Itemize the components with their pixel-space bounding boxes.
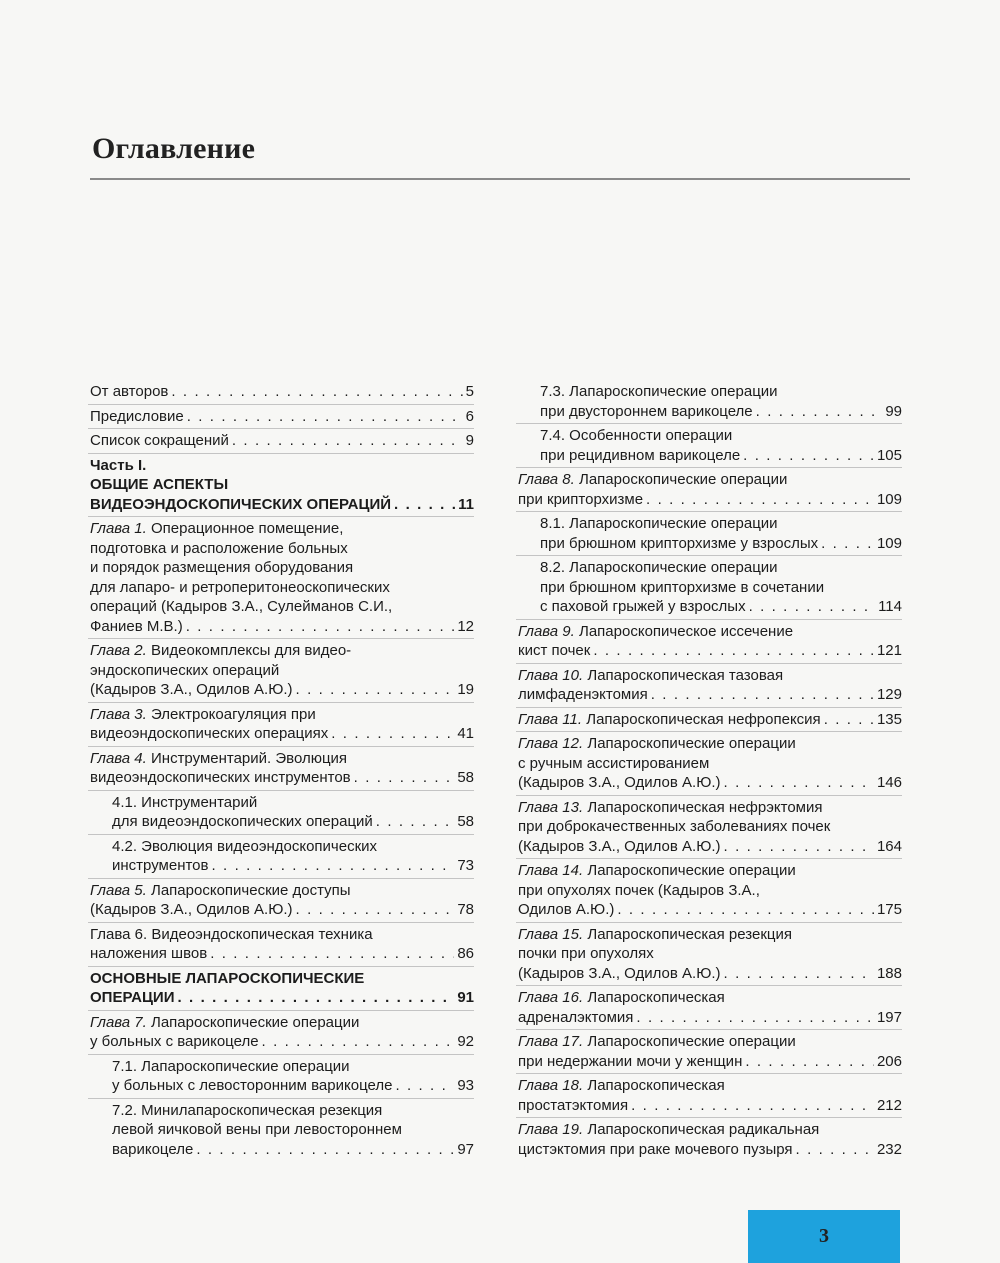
entry-text-line: Лапароскопические операции [587, 862, 796, 879]
dot-leader [331, 724, 454, 744]
dot-leader [745, 1052, 874, 1072]
page-ref: 109 [876, 490, 902, 508]
toc-entry-chapter-5[interactable] [88, 878, 474, 922]
chapter-label: Глава 19. [518, 1121, 584, 1138]
page-ref: 99 [885, 402, 902, 420]
entry-text-line: Лапароскопические операции [579, 471, 788, 488]
entry-text-line: ОПЕРАЦИИ [90, 989, 175, 1006]
entry-text-line: при опухолях почек (Кадыров З.А., [518, 881, 760, 899]
entry-text-line: при недержании мочи у женщин [518, 1052, 743, 1070]
entry-text-line: Лапароскопические операции [151, 1013, 360, 1031]
chapter-label: Глава 13. [518, 798, 584, 816]
entry-text-line: эндоскопических операций [90, 661, 280, 679]
chapter-label: Глава 1. [90, 520, 147, 537]
page-ref: 78 [457, 901, 474, 918]
dot-leader [646, 490, 874, 510]
toc-entry-section-7-2[interactable] [88, 1098, 474, 1162]
entry-text-line: почки при опухолях [518, 945, 654, 962]
toc-entry-chapter-14[interactable] [516, 858, 902, 922]
entry-text-line: видеоэндоскопических инструментов [90, 769, 351, 786]
toc-entry-chapter-17[interactable] [516, 1029, 902, 1073]
entry-text-line: инструментов [112, 857, 209, 874]
entry-text-line: ВИДЕОЭНДОСКОПИЧЕСКИХ ОПЕРАЦИЙ [90, 495, 392, 513]
dot-leader [821, 534, 874, 554]
dot-leader [724, 837, 874, 857]
page-ref: 73 [457, 857, 474, 874]
page-ref: 92 [457, 1033, 474, 1050]
entry-text-line: для лапаро- и ретроперитонеоскопических [90, 578, 390, 596]
toc-entry-chapter-8[interactable] [516, 467, 902, 511]
entry-text-line: для видеоэндоскопических операций [112, 813, 373, 830]
page-ref: 58 [457, 769, 474, 786]
entry-text-line: ОСНОВНЫЕ ЛАПАРОСКОПИЧЕСКИЕ [90, 969, 365, 987]
chapter-label: Глава 10. [518, 666, 584, 684]
entry-text-line: Видеокомплексы для видео- [151, 642, 352, 659]
entry-text-line: 7.4. Особенности операции [540, 427, 733, 444]
dot-leader [296, 680, 455, 700]
chapter-label: Глава 7. [90, 1013, 147, 1031]
page-ref: 105 [876, 446, 902, 464]
entry-text-line: ОБЩИЕ АСПЕКТЫ [90, 476, 229, 493]
title-divider [90, 178, 910, 180]
entry-text-line: Лапароскопическая тазовая [587, 666, 784, 684]
page-ref: 109 [876, 534, 902, 552]
page-ref: 197 [876, 1008, 902, 1026]
entry-text-line: у больных с варикоцеле [90, 1033, 259, 1050]
toc-column-right [516, 380, 902, 1161]
page-ref: 212 [876, 1096, 902, 1114]
chapter-label: Глава 11. [518, 710, 583, 728]
toc-entry-chapter-15[interactable] [516, 922, 902, 986]
dot-leader [210, 944, 454, 964]
page-ref: 206 [876, 1052, 902, 1070]
toc-entry-from-authors[interactable] [88, 380, 474, 404]
entry-text-line: 4.1. Инструментарий [112, 793, 258, 811]
page-ref: 232 [876, 1140, 902, 1158]
page-ref: 146 [876, 774, 902, 791]
dot-leader [651, 685, 874, 705]
toc-entry-chapter-7[interactable] [88, 1010, 474, 1054]
dot-leader [631, 1096, 874, 1116]
toc-entry-chapter-13[interactable] [516, 795, 902, 859]
chapter-label: Глава 16. [518, 989, 584, 1006]
entry-text-line: Лапароскопическая нефропексия [586, 710, 821, 728]
toc-entry-chapter-19[interactable] [516, 1117, 902, 1161]
page-ref: 97 [457, 1140, 474, 1158]
entry-text-line: 7.3. Лапароскопические операции [540, 383, 778, 400]
toc-entry-chapter-11[interactable] [516, 707, 902, 732]
page-ref: 164 [876, 837, 902, 855]
page-ref: 41 [457, 725, 474, 742]
dot-leader [171, 382, 462, 402]
toc-entry-section-4-1[interactable] [88, 790, 474, 834]
page-ref: 135 [876, 710, 902, 728]
page-ref: 5 [465, 383, 474, 400]
dot-leader [636, 1008, 874, 1028]
dot-leader [395, 1076, 454, 1096]
page-ref: 93 [457, 1077, 474, 1094]
toc-entry-chapter-2[interactable] [88, 638, 474, 702]
toc-entry-chapter-3[interactable] [88, 702, 474, 746]
page-ref: 12 [457, 617, 474, 635]
entry-text-line: простатэктомия [518, 1096, 629, 1114]
entry-text-line: Лапароскопическое иссечение [579, 622, 794, 640]
entry-text-line: при брюшном крипторхизме у взрослых [540, 534, 819, 552]
entry-text-line: операций (Кадыров З.А., Сулейманов С.И., [90, 598, 393, 615]
entry-text-line: (Кадыров З.А., Одилов А.Ю.) [90, 901, 293, 918]
entry-text-line: Предисловие [90, 407, 184, 425]
page-ref: 19 [457, 681, 474, 698]
chapter-label: Глава 2. [90, 642, 147, 659]
page-number: 3 [819, 1225, 829, 1247]
toc-entry-chapter-18[interactable] [516, 1073, 902, 1117]
dot-leader [724, 773, 874, 793]
chapter-label: Глава 9. [518, 622, 575, 640]
toc-entry-chapter-4[interactable] [88, 746, 474, 790]
dot-leader [354, 768, 455, 788]
page-ref: 121 [876, 642, 902, 659]
entry-text-line: (Кадыров З.А., Одилов А.Ю.) [518, 837, 721, 855]
entry-text-line: 4.2. Эволюция видеоэндоскопических [112, 837, 378, 855]
dot-leader [749, 597, 876, 617]
dot-leader [593, 641, 874, 661]
entry-text-line: варикоцеле [112, 1140, 194, 1158]
dot-leader [296, 900, 455, 920]
entry-text-line: Лапароскопическая резекция [587, 925, 792, 943]
toc-entry-chapter-12[interactable] [516, 731, 902, 795]
toc-column-left [88, 380, 474, 1161]
dot-leader [232, 431, 463, 451]
entry-text-line: Фаниев М.В.) [90, 617, 183, 635]
page-ref: 9 [465, 432, 474, 449]
dot-leader [617, 900, 874, 920]
chapter-label: Глава 3. [90, 705, 147, 723]
chapter-label: Глава 17. [518, 1033, 584, 1050]
toc-entry-preface[interactable] [88, 404, 474, 429]
entry-text-line: с ручным ассистированием [518, 754, 710, 772]
toc-entry-chapter-6[interactable] [88, 922, 474, 966]
entry-text-line: у больных с левосторонним варикоцеле [112, 1077, 393, 1094]
entry-text-line: Лапароскопическая [587, 1077, 725, 1094]
entry-text-line: адреналэктомия [518, 1008, 634, 1026]
dot-leader [262, 1032, 455, 1052]
entry-text-line: Лапароскопические операции [587, 1033, 796, 1050]
page-ref: 175 [876, 901, 902, 918]
toc-entry-section-7-1[interactable] [88, 1054, 474, 1098]
entry-text-line: Операционное помещение, [151, 520, 344, 537]
entry-text-line: Список сокращений [90, 432, 229, 449]
dot-leader [824, 710, 874, 730]
page-ref: 114 [878, 598, 902, 615]
dot-leader [187, 407, 463, 427]
entry-text-line: Лапароскопическая нефрэктомия [587, 798, 823, 816]
dot-leader [196, 1140, 454, 1160]
entry-text-line: при двустороннем варикоцеле [540, 402, 753, 420]
chapter-label: Глава 18. [518, 1077, 584, 1094]
page-ref: 11 [458, 495, 474, 513]
entry-text-line: кист почек [518, 642, 591, 659]
toc-entry-section-8-2[interactable] [516, 555, 902, 619]
entry-text-line: наложения швов [90, 945, 208, 962]
entry-text-line: видеоэндоскопических операциях [90, 725, 329, 742]
dot-leader [743, 446, 874, 466]
entry-text-line: 7.2. Минилапароскопическая резекция [112, 1101, 383, 1119]
chapter-label: Глава 15. [518, 925, 584, 943]
page-ref: 6 [465, 407, 474, 425]
page-ref: 86 [457, 945, 474, 962]
entry-text-line: левой яичковой вены при левостороннем [112, 1121, 402, 1138]
entry-text-line: (Кадыров З.А., Одилов А.Ю.) [90, 681, 293, 698]
entry-text-line: лимфаденэктомия [518, 686, 648, 703]
dot-leader [186, 617, 455, 637]
toc-entry-part-2[interactable] [88, 966, 474, 1010]
entry-text-line: Лапароскопическая [587, 989, 725, 1006]
entry-text-line: (Кадыров З.А., Одилов А.Ю.) [518, 964, 721, 982]
entry-text-line: подготовка и расположение больных [90, 539, 348, 557]
chapter-label: Глава 4. [90, 749, 147, 767]
dot-leader [796, 1140, 874, 1160]
entry-text-line: (Кадыров З.А., Одилов А.Ю.) [518, 774, 721, 791]
page-ref: 188 [876, 964, 902, 982]
dot-leader [178, 988, 455, 1008]
chapter-label: Глава 14. [518, 862, 584, 879]
page-ref: 129 [876, 686, 902, 703]
entry-text-line: Инструментарий. Эволюция [151, 749, 348, 767]
entry-text-line: при брюшном крипторхизме в сочетании [540, 578, 825, 596]
toc-entry-abbreviations[interactable] [88, 428, 474, 453]
page-number-box [748, 1210, 900, 1263]
entry-text-line: при рецидивном варикоцеле [540, 446, 741, 464]
entry-text-line: Лапароскопическая радикальная [587, 1121, 820, 1138]
entry-text-line: 7.1. Лапароскопические операции [112, 1057, 350, 1075]
chapter-label: Глава 5. [90, 881, 147, 899]
page-ref: 58 [457, 813, 474, 830]
entry-text-line: Лапароскопические доступы [151, 881, 351, 899]
entry-text-line: Одилов А.Ю.) [518, 901, 615, 918]
chapter-label: Глава 8. [518, 471, 575, 488]
entry-text-line: 8.2. Лапароскопические операции [540, 559, 778, 576]
entry-text-line: Лапароскопические операции [587, 735, 796, 752]
dot-leader [756, 402, 883, 422]
toc-entry-section-7-3[interactable] [516, 380, 902, 423]
toc-entry-part-1[interactable] [88, 453, 474, 517]
dot-leader [212, 856, 455, 876]
entry-text-line: и порядок размещения оборудования [90, 559, 354, 576]
entry-text-line: цистэктомия при раке мочевого пузыря [518, 1140, 793, 1158]
page-title: Оглавление [92, 132, 256, 165]
toc-entry-section-4-2[interactable] [88, 834, 474, 878]
entry-text-line: при доброкачественных заболеваниях почек [518, 818, 831, 835]
toc-entry-chapter-9[interactable] [516, 619, 902, 663]
entry-text-line: с паховой грыжей у взрослых [540, 598, 746, 615]
entry-text-line: Электрокоагуляция при [151, 705, 316, 723]
toc-entry-section-8-1[interactable] [516, 511, 902, 555]
entry-text-line: От авторов [90, 383, 169, 400]
toc-entry-chapter-16[interactable] [516, 985, 902, 1029]
page-ref: 91 [457, 989, 474, 1006]
toc-entry-chapter-1[interactable] [88, 516, 474, 638]
dot-leader [724, 964, 874, 984]
entry-text-line: Глава 6. Видеоэндоскопическая техника [90, 925, 373, 943]
entry-text-line: при крипторхизме [518, 490, 644, 508]
dot-leader [376, 812, 455, 832]
toc-entry-chapter-10[interactable] [516, 663, 902, 707]
chapter-label: Глава 12. [518, 735, 584, 752]
dot-leader [394, 495, 455, 515]
entry-text-line: 8.1. Лапароскопические операции [540, 515, 778, 532]
entry-text-line: Часть I. [90, 456, 147, 474]
toc-entry-section-7-4[interactable] [516, 423, 902, 467]
